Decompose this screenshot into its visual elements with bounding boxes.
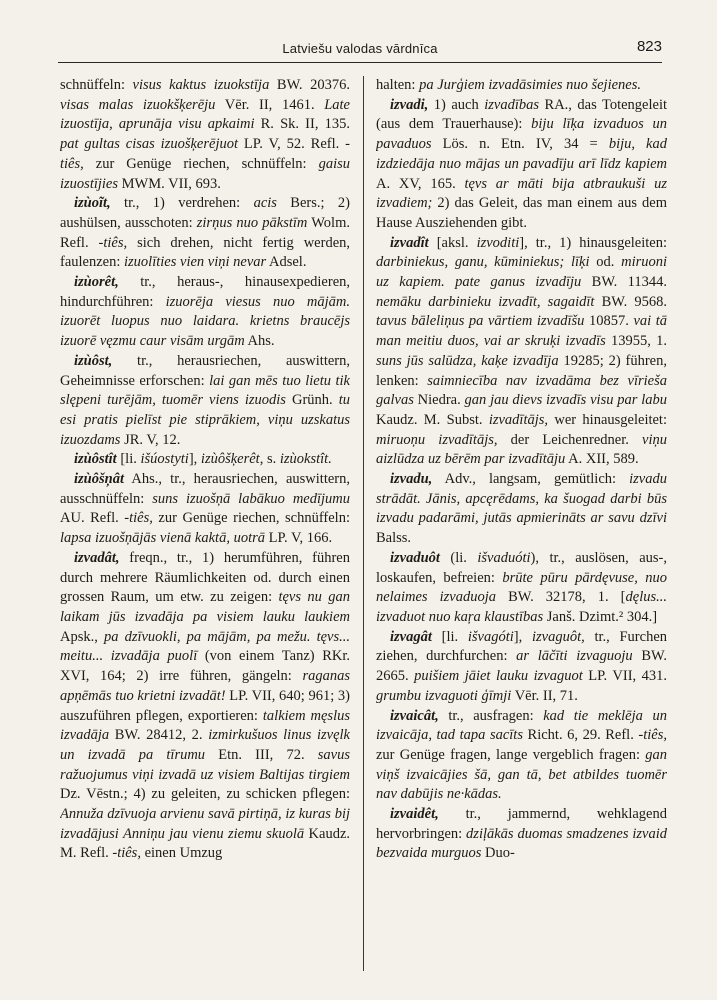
- dictionary-entry: [60, 450, 350, 470]
- gloss-text: Ahs., tr., herausriechen, auswittern, ausschnüffeln:: [60, 471, 350, 507]
- headword: izùoĩt,: [74, 195, 111, 212]
- example-text: dziļākās duomas smadzenes izvaid bezvaida murguos: [376, 825, 667, 862]
- headword: izvagât: [390, 628, 432, 645]
- gloss-text: freqn., tr., 1) herumführen, führen durch mehrere Räumlichkeiten od. durch einen grossen Raum, um etw. zu zeigen:: [60, 549, 350, 606]
- example-text: raganas apņēmās tuo krietni izvadāt!: [60, 668, 350, 704]
- gloss-text: od.: [589, 254, 622, 271]
- example-text: -tiês,: [98, 234, 128, 251]
- gloss-text: LP. VII, 640; 961; 3) auszuführen pflegen, exportieren:: [60, 687, 350, 724]
- right-column: [376, 76, 667, 976]
- dictionary-entry: [60, 352, 350, 451]
- gloss-text: Kaudz. M. Refl.: [60, 825, 350, 862]
- example-text: tu esi pratis pielīst pie stiprākiem, viņu uzskatus izuozdams: [60, 392, 350, 448]
- gloss-text: Adsel.: [266, 254, 307, 271]
- gloss-text: 10857.: [584, 313, 634, 330]
- example-text: zirņus nuo pākstīm: [196, 214, 308, 231]
- gloss-text: BW. 2665.: [376, 648, 667, 685]
- example-text: izvaguôt,: [531, 628, 585, 645]
- page-number: 823: [636, 38, 662, 55]
- example-text: ar lāčīti izvaguoju: [516, 648, 633, 665]
- headword: izvadi,: [390, 96, 429, 113]
- gloss-text: Kaudz. M. Subst.: [376, 411, 489, 428]
- gloss-text: MWM. VII, 693.: [118, 175, 221, 192]
- example-text: pa Jurģiem izvadāsimies nuo šejienes.: [419, 77, 641, 93]
- gloss-text: BW. 20376.: [269, 77, 350, 93]
- example-text: izmirkušuos linus izvęlk un izvadā pa tīrumu: [60, 727, 350, 763]
- gloss-text: A. XV, 165.: [376, 175, 465, 192]
- example-text: viņu aizlūdza uz bērēm par izvadītāju: [376, 431, 667, 468]
- example-text: talkiem męslus izvadāja: [60, 707, 350, 744]
- example-text: izvadītājs,: [488, 411, 549, 428]
- example-text: biju, kad izdziedāja nuo mājas un pavadīju arī līdz kapiem: [376, 136, 667, 172]
- headword: izùorêt,: [74, 274, 119, 291]
- example-text: izvoditi: [476, 234, 520, 251]
- example-text: lapsa izuošņājās vienā kaktā, uotrā: [60, 530, 266, 547]
- entry-continuation: [376, 76, 667, 96]
- gloss-text: LP. V, 52. Refl.: [238, 136, 346, 153]
- gloss-text: Grünh.: [285, 392, 339, 409]
- headword: izvadît: [390, 234, 429, 251]
- dictionary-entry: [60, 194, 350, 273]
- dictionary-entry: [60, 273, 350, 352]
- example-text: lai gan mēs tuo lietu tik slępeni turējām, tuomēr viens izuodis: [60, 372, 350, 409]
- gloss-text: BW. 9568.: [594, 293, 667, 310]
- gloss-text: Wolm. Refl.: [60, 214, 350, 251]
- example-text: tavus bāleliņus pa vārtiem izvadīšu: [376, 313, 585, 330]
- example-text: suns izuošņā labākuo medījumu: [152, 490, 350, 507]
- gloss-text: Janš. Dzimt.² 304.]: [543, 608, 658, 625]
- gloss-text: Dz. Vēstn.; 4) zu geleiten, zu schicken pflegen:: [60, 786, 350, 803]
- example-text: tęvs ar māti bija atbraukuši uz izvadiem;: [376, 175, 667, 212]
- dictionary-entry: [376, 707, 667, 806]
- gloss-text: 1) auch: [428, 96, 485, 113]
- gloss-text: Duo-: [481, 845, 515, 862]
- column-divider: [363, 76, 364, 971]
- example-text: pat gultas cisas izuošķerējuot: [60, 136, 239, 153]
- gloss-text: ],: [513, 628, 532, 645]
- gloss-text: BW. 11344.: [581, 274, 667, 291]
- example-text: izvadu strādāt. Jānis, apcęrēdams, ka šuogad darbi būs izvadu padarāmi, jutās apmierināts ar savu dzīvi: [376, 471, 667, 527]
- headword: izùôstît: [74, 451, 117, 468]
- dictionary-entry: [376, 805, 667, 864]
- example-text: nemāku darbinieku izvadīt, sagaidīt: [376, 293, 595, 310]
- dictionary-entry: [376, 549, 667, 628]
- example-text: -tiês,: [124, 510, 153, 527]
- gloss-text: Balss.: [376, 530, 412, 547]
- example-text: pa dzīvuokli, pa mājām, pa mežu. tęvs... meitu... izvadāja puolī: [60, 628, 350, 665]
- gloss-text: tr., heraus-, hinausexpedieren, hindurchführen:: [60, 274, 350, 310]
- headword: izùôšņât: [74, 471, 124, 488]
- dictionary-entry: [376, 234, 667, 470]
- headword: izvaidêt,: [390, 806, 439, 823]
- gloss-text: JR. V, 12.: [120, 431, 181, 448]
- example-text: -tiês,: [60, 136, 350, 172]
- example-text: biju līķa izvaduos un pavaduos: [376, 116, 667, 153]
- example-text: Late izuostīja, aprunāja visu apkaimi: [60, 96, 350, 133]
- example-text: -tiês,: [112, 845, 141, 862]
- example-text: kad tie meklēja un izvaicāja, tad tapa sacīts: [376, 707, 667, 744]
- gloss-text: ], tr., 1) hinausgeleiten:: [519, 234, 667, 251]
- dictionary-entry: [60, 470, 350, 549]
- gloss-text: RA., das Totengeleit (aus dem Trauerhause):: [376, 96, 667, 133]
- example-text: išvagóti: [467, 628, 514, 645]
- example-text: izuorēja viesus nuo mājām. izuorēt luopus nuo laidara. krietns braucējs izuorē vęzmu caur visām urgām: [60, 293, 350, 350]
- gloss-text: AU. Refl.: [60, 510, 125, 527]
- example-text: vai tā man meitiu duos, vai ar skruķi izvadīs: [376, 313, 667, 350]
- page-header: [58, 36, 662, 63]
- example-text: savus ražuojumus viņi izvadā uz visiem Baltijas tirgiem: [60, 746, 350, 783]
- example-text: izuolīties vien viņi nevar: [124, 254, 267, 271]
- example-text: suns jūs salūdza, kaķe izvadīja: [376, 352, 559, 369]
- headword: izvadu,: [390, 471, 433, 488]
- gloss-text: Vēr. II, 71.: [511, 687, 578, 704]
- example-text: gan jau dievs izvadīs visu par labu: [464, 392, 667, 409]
- gloss-text: [li.: [431, 628, 468, 645]
- gloss-text: LP. V, 166.: [265, 530, 333, 547]
- gloss-text: tr., ausfragen:: [438, 707, 544, 724]
- gloss-text: wer hinausgeleitet:: [548, 411, 667, 428]
- gloss-text: (von einem Tanz) RKr. XVI, 164; 2) irre führen, gängeln:: [60, 648, 350, 685]
- example-text: acis: [253, 195, 277, 212]
- gloss-text: A. XII, 589.: [565, 451, 639, 468]
- gloss-text: ), tr., auslösen, aus-, loskaufen, befreien:: [376, 549, 667, 586]
- dictionary-entry: [376, 96, 667, 234]
- entry-continuation: [60, 76, 350, 194]
- example-text: brūte pūru pārdęvuse, nuo nelaimes izvaduoja: [376, 569, 667, 606]
- gloss-text: Etn. III, 72.: [205, 746, 318, 763]
- gloss-text: [aksl.: [428, 234, 477, 251]
- gloss-text: einen Umzug: [140, 845, 223, 862]
- example-text: gaisu izuostījies: [60, 155, 350, 192]
- gloss-text: zur Genüge riechen, schnüffeln:: [152, 510, 350, 527]
- example-text: tęvs nu gan laikam jūs izvadāja pa visiem lauku laukiem: [60, 589, 350, 625]
- example-text: visus kaktus izuokstīja: [132, 77, 270, 93]
- example-text: izùôšķerêt,: [200, 451, 264, 468]
- dictionary-entry: [376, 628, 667, 707]
- example-text: Annuža dzīvuoja arvienu savā pirtiņā, iz kuras bij izvadājusi Anniņu jau vienu ziemu skuolā: [60, 806, 350, 842]
- example-text: darbiniekus, ganu, kūminiekus; līķi: [376, 254, 590, 271]
- example-text: izùokstît.: [279, 451, 332, 468]
- gloss-text: Lös. n. Etn. IV, 34 =: [431, 136, 609, 153]
- gloss-text: Vēr. II, 1461.: [215, 96, 325, 113]
- example-text: dęlus... izvaduot nuo kaŗa klaustības: [376, 589, 667, 625]
- left-column: [60, 76, 350, 976]
- example-text: gan viņš izvaicājies šā, gan tā, bet atbildes tuomēr nav dabūjis ne·kādas.: [376, 746, 667, 803]
- gloss-text: 2) das Geleit, das man einem aus dem Hause Ausziehenden gibt.: [376, 195, 667, 231]
- gloss-text: halten:: [376, 77, 420, 93]
- example-text: puišiem jāiet lauku izvaguot: [414, 668, 583, 685]
- gloss-text: BW. 28412, 2.: [109, 727, 209, 744]
- gloss-text: R. Sk. II, 135.: [254, 116, 350, 133]
- gloss-text: sich drehen, nicht fertig werden, faulenzen:: [60, 234, 350, 271]
- gloss-text: Adv., langsam, gemütlich:: [432, 471, 630, 488]
- gloss-text: s.: [263, 451, 280, 468]
- gloss-text: ],: [188, 451, 201, 468]
- gloss-text: Niedra.: [413, 392, 465, 409]
- gloss-text: Richt. 6, 29. Refl.: [522, 727, 639, 744]
- gloss-text: der Leichenredner.: [497, 431, 643, 448]
- example-text: išvaduóti: [477, 549, 531, 566]
- example-text: išúostyti: [140, 451, 189, 468]
- gloss-text: zur Genüge fragen, lange vergeblich fragen:: [376, 746, 646, 763]
- example-text: grumbu izvaguoti ģīmji: [376, 687, 512, 704]
- headword: izvaduôt: [390, 549, 440, 566]
- running-title: Latviešu valodas vārdnīca: [282, 41, 438, 56]
- gloss-text: tr., herausriechen, auswittern, Geheimnisse erforschen:: [60, 352, 350, 389]
- gloss-text: Bers.; 2) aushülsen, ausschoten:: [60, 195, 350, 231]
- headword: izvadât,: [74, 549, 120, 566]
- dictionary-entry: [376, 470, 667, 549]
- gloss-text: schnüffeln:: [60, 77, 133, 93]
- example-text: -tiês,: [638, 727, 667, 744]
- gloss-text: zur Genüge riechen, schnüffeln:: [83, 155, 319, 172]
- example-text: saimniecība nav izvadāma bez vīrieša galvas: [376, 372, 667, 409]
- example-text: miruoņu izvadītājs,: [376, 431, 498, 448]
- gloss-text: [li.: [116, 451, 141, 468]
- example-text: izvadības: [484, 96, 540, 113]
- gloss-text: Apsk.,: [60, 628, 104, 645]
- headword: izùôst,: [74, 352, 113, 369]
- headword: izvaicât,: [390, 707, 439, 724]
- gloss-text: BW. 32178, 1. [: [496, 589, 626, 606]
- dictionary-entry: [60, 549, 350, 864]
- gloss-text: 19285; 2) führen, lenken:: [376, 352, 667, 389]
- gloss-text: LP. VII, 431.: [582, 668, 667, 685]
- gloss-text: (li.: [439, 549, 478, 566]
- gloss-text: tr., jammernd, wehklagend hervorbringen:: [376, 806, 667, 842]
- example-text: visas malas izuokšķerēju: [60, 96, 216, 113]
- gloss-text: tr., 1) verdrehen:: [110, 195, 254, 212]
- example-text: miruoni uz kapiem. pate ganus izvadīju: [376, 254, 667, 291]
- gloss-text: Ahs.: [244, 333, 275, 350]
- gloss-text: tr., Furchen ziehen, durchfurchen:: [376, 628, 667, 665]
- gloss-text: 13955, 1.: [605, 333, 667, 350]
